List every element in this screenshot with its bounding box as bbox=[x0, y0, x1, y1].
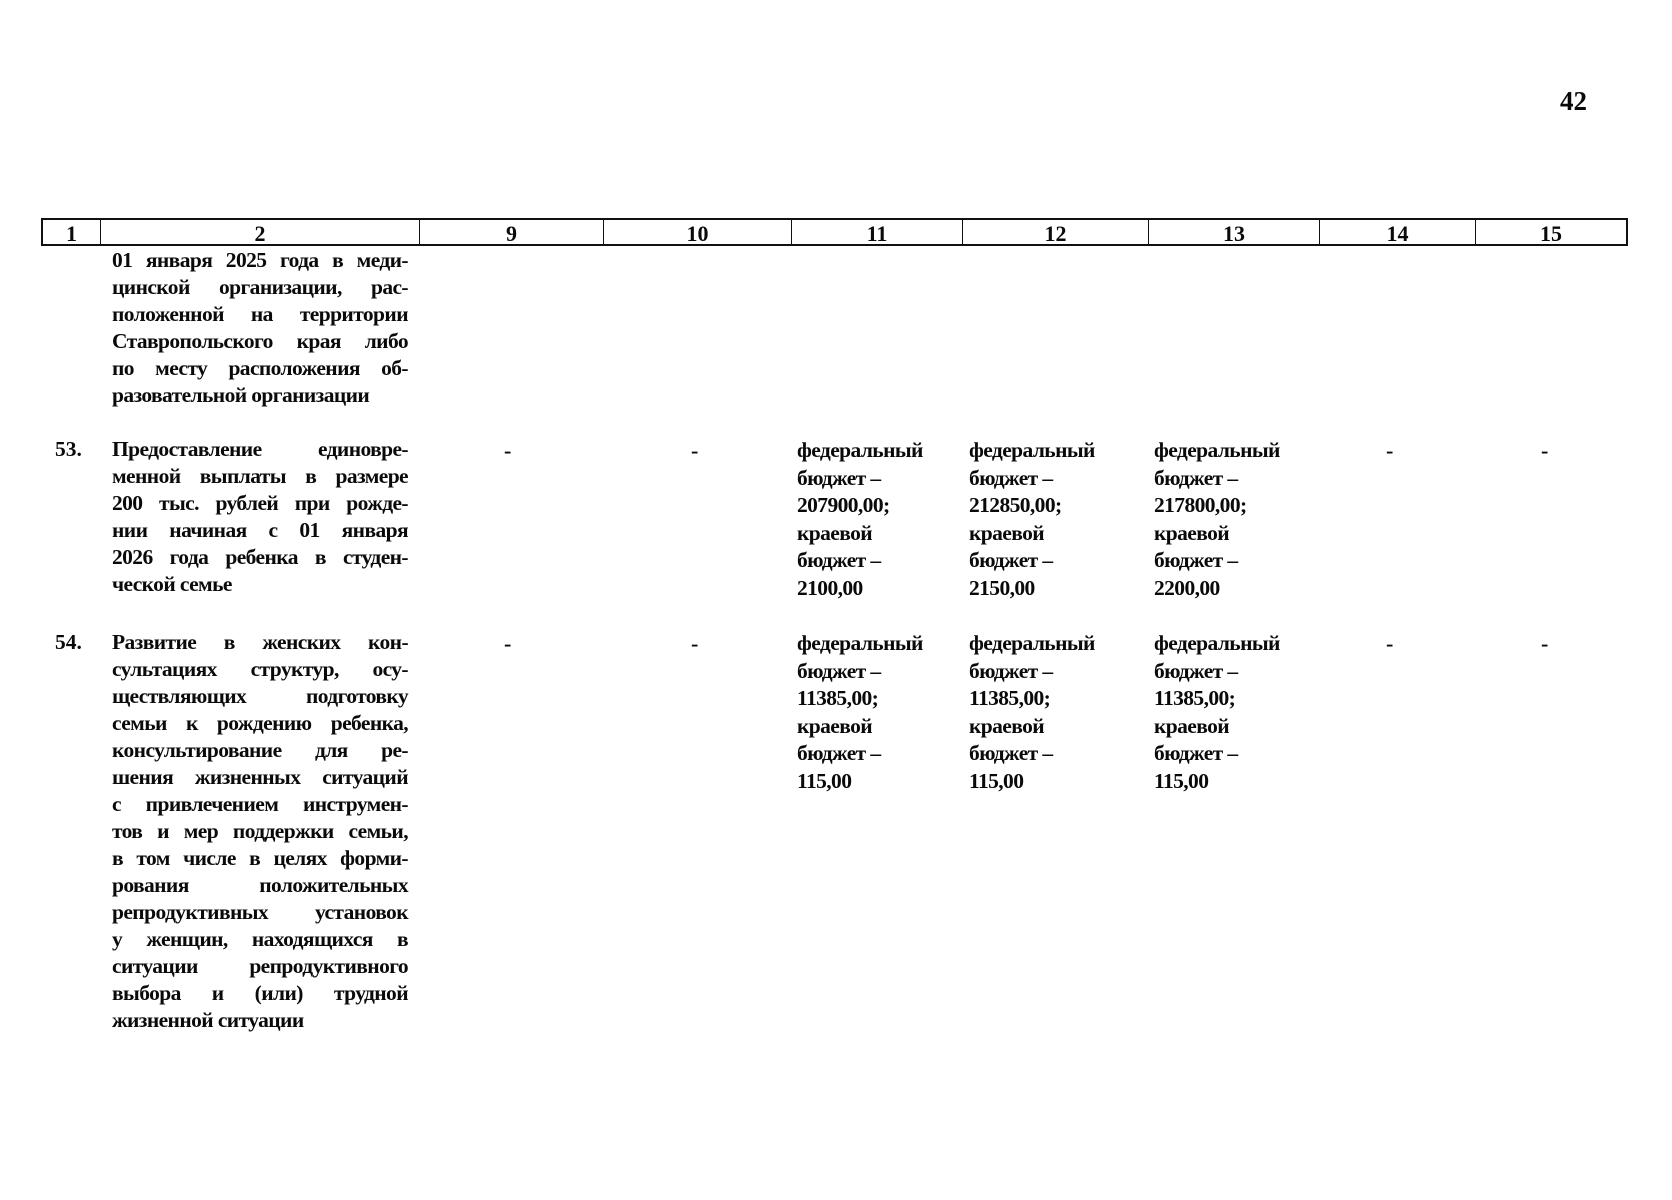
row-54-description bbox=[112, 629, 408, 1034]
desc-line: Предоставление единовре- bbox=[112, 437, 408, 461]
row-53-description bbox=[112, 436, 408, 598]
fund-line: бюджет – bbox=[1154, 548, 1238, 572]
fund-line: бюджет – bbox=[969, 548, 1053, 572]
row-54-col14: - bbox=[1386, 631, 1394, 656]
row-53-col15: - bbox=[1541, 438, 1549, 463]
desc-line: тов и мер поддержки семьи, bbox=[112, 819, 408, 843]
fund-line: 2100,00 bbox=[797, 575, 863, 600]
fund-line: 212850,00; bbox=[969, 493, 1062, 517]
row-53-col10: - bbox=[691, 438, 699, 463]
fund-line: 115,00 bbox=[969, 768, 1024, 793]
fund-line: краевой bbox=[969, 713, 1045, 738]
desc-line: 200 тыс. рублей при рожде- bbox=[112, 491, 408, 515]
row-53-col13 bbox=[1154, 437, 1280, 602]
desc-line: шения жизненных ситуаций bbox=[112, 765, 408, 789]
fund-line: бюджет – bbox=[1154, 658, 1238, 683]
header-col-1: 1 bbox=[43, 220, 101, 244]
fund-line: бюджет – bbox=[797, 741, 881, 765]
fund-line: краевой bbox=[797, 713, 873, 738]
row-54-col12 bbox=[969, 630, 1095, 795]
fund-line: краевой bbox=[969, 520, 1045, 545]
fund-line: федеральный bbox=[969, 631, 1095, 655]
desc-line: сультациях структур, осу- bbox=[112, 657, 408, 681]
header-col-14: 14 bbox=[1320, 220, 1476, 244]
desc-line: Развитие в женских кон- bbox=[112, 630, 408, 654]
continuation-description bbox=[112, 247, 408, 409]
fund-line: 217800,00; bbox=[1154, 493, 1247, 517]
fund-line: бюджет – bbox=[797, 465, 881, 490]
desc-line: консультирование для ре- bbox=[112, 738, 408, 762]
fund-line: бюджет – bbox=[969, 465, 1053, 490]
row-53-col14: - bbox=[1386, 438, 1394, 463]
desc-line: репродуктивных установок bbox=[112, 900, 408, 924]
fund-line: бюджет – bbox=[969, 741, 1053, 765]
page-number: 42 bbox=[1560, 86, 1587, 116]
row-53-col9: - bbox=[504, 438, 512, 463]
desc-line: разовательной организации bbox=[112, 383, 370, 407]
desc-line: по месту расположения об- bbox=[112, 356, 408, 380]
fund-line: 11385,00; bbox=[969, 686, 1051, 710]
desc-line: с привлечением инструмен- bbox=[112, 792, 408, 816]
desc-line: у женщин, находящихся в bbox=[112, 927, 408, 951]
fund-line: бюджет – bbox=[1154, 465, 1238, 490]
desc-line: рования положительных bbox=[112, 873, 408, 897]
desc-line: цинской организации, рас- bbox=[112, 275, 408, 299]
row-54-number: 54. bbox=[55, 630, 82, 654]
desc-line: нии начиная с 01 января bbox=[112, 518, 408, 542]
desc-line: положенной на территории bbox=[112, 302, 408, 326]
fund-line: бюджет – bbox=[797, 658, 881, 683]
fund-line: федеральный bbox=[969, 438, 1095, 462]
desc-line: 2026 года ребенка в студен- bbox=[112, 545, 408, 569]
row-54-col13 bbox=[1154, 630, 1280, 795]
header-col-13: 13 bbox=[1149, 220, 1320, 244]
desc-line: семьи к рождению ребенка, bbox=[112, 711, 408, 735]
desc-line: ситуации репродуктивного bbox=[112, 954, 408, 978]
table-header-row bbox=[41, 218, 1628, 246]
row-54-col15: - bbox=[1541, 631, 1549, 656]
fund-line: федеральный bbox=[1154, 631, 1280, 655]
fund-line: 2200,00 bbox=[1154, 575, 1220, 600]
fund-line: 11385,00; bbox=[797, 686, 879, 710]
desc-line: ществляющих подготовку bbox=[112, 684, 408, 708]
header-col-12: 12 bbox=[963, 220, 1149, 244]
desc-line: ческой семье bbox=[112, 572, 232, 596]
desc-line: Ставропольского края либо bbox=[112, 329, 408, 353]
header-col-2: 2 bbox=[101, 220, 420, 244]
fund-line: краевой bbox=[1154, 520, 1230, 545]
fund-line: 115,00 bbox=[1154, 768, 1209, 793]
fund-line: 11385,00; bbox=[1154, 686, 1236, 710]
row-54-col9: - bbox=[504, 631, 512, 656]
fund-line: бюджет – bbox=[1154, 741, 1238, 765]
desc-line: 01 января 2025 года в меди- bbox=[112, 248, 408, 272]
row-54-col11 bbox=[797, 630, 923, 795]
fund-line: 207900,00; bbox=[797, 493, 890, 517]
row-53-col12 bbox=[969, 437, 1095, 602]
fund-line: краевой bbox=[1154, 713, 1230, 738]
header-col-15: 15 bbox=[1540, 220, 1562, 246]
header-col-9: 9 bbox=[420, 220, 604, 244]
fund-line: федеральный bbox=[797, 438, 923, 462]
desc-line: менной выплаты в размере bbox=[112, 464, 408, 488]
desc-line: выбора и (или) трудной bbox=[112, 981, 408, 1005]
row-53-col11 bbox=[797, 437, 923, 602]
header-col-10: 10 bbox=[604, 220, 792, 244]
fund-line: федеральный bbox=[1154, 438, 1280, 462]
fund-line: 115,00 bbox=[797, 768, 852, 793]
fund-line: бюджет – bbox=[969, 658, 1053, 683]
desc-line: жизненной ситуации bbox=[112, 1008, 304, 1032]
row-53-number: 53. bbox=[55, 437, 82, 461]
fund-line: краевой bbox=[797, 520, 873, 545]
row-54-col10: - bbox=[691, 631, 699, 656]
fund-line: федеральный bbox=[797, 631, 923, 655]
fund-line: 2150,00 bbox=[969, 575, 1035, 600]
header-col-11: 11 bbox=[792, 220, 963, 244]
desc-line: в том числе в целях форми- bbox=[112, 846, 408, 870]
fund-line: бюджет – bbox=[797, 548, 881, 572]
